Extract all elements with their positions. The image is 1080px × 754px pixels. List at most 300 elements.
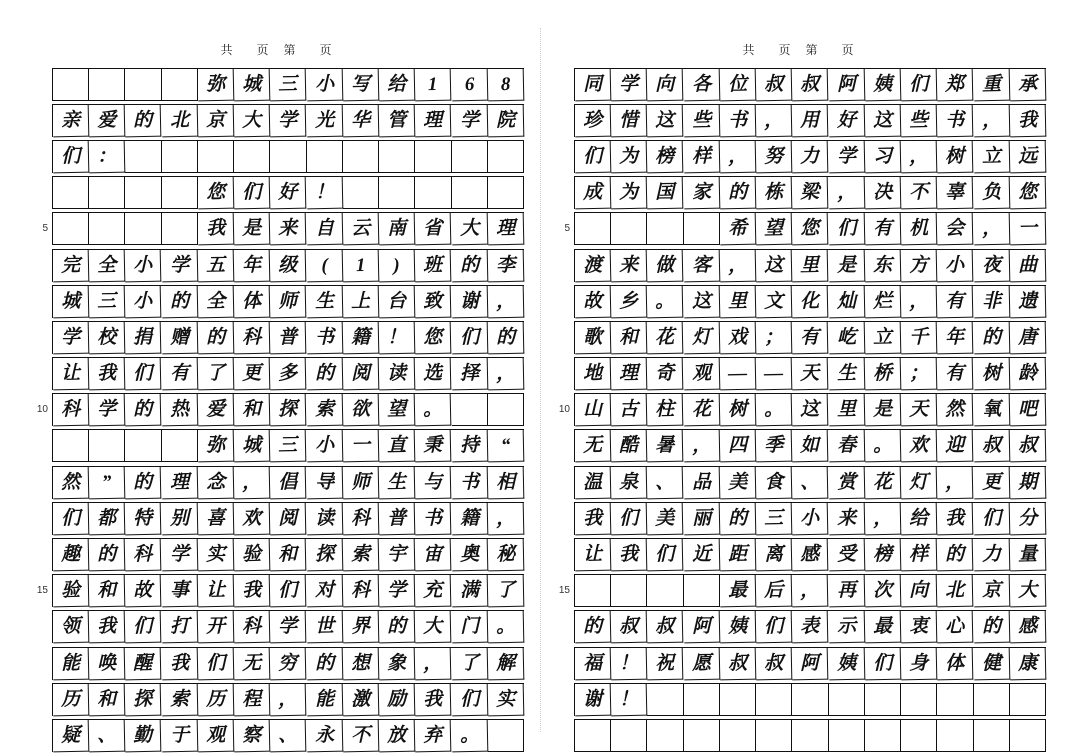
grid-cell: 感 xyxy=(792,539,829,572)
grid-cell: 歌 xyxy=(575,322,612,355)
grid-cell: 叔 xyxy=(611,611,648,644)
row-cells xyxy=(52,212,524,245)
grid-cell xyxy=(162,213,198,245)
grid-cell xyxy=(234,141,270,173)
grid-cell xyxy=(89,430,125,462)
grid-cell: 放 xyxy=(379,720,416,753)
grid-cell: 城 xyxy=(53,285,90,318)
grid-cell xyxy=(611,575,647,607)
grid-cell: 醒 xyxy=(125,647,162,680)
grid-cell xyxy=(575,213,611,245)
grid-cell: 事 xyxy=(161,575,198,608)
grid-cell: 叔 xyxy=(1009,430,1046,463)
grid-row xyxy=(34,500,524,536)
grid-cell: 遗 xyxy=(1009,285,1046,318)
grid-row xyxy=(34,175,524,211)
grid-cell: 有 xyxy=(792,322,829,355)
grid-cell: 疑 xyxy=(53,720,90,753)
grid-cell: 的 xyxy=(89,539,126,572)
grid-cell: 衷 xyxy=(901,611,938,644)
grid-cell: 学 xyxy=(53,322,90,355)
grid-cell: 北 xyxy=(937,575,974,608)
row-number xyxy=(556,609,574,645)
grid-cell xyxy=(415,177,451,209)
grid-cell: 文 xyxy=(756,285,793,318)
grid-cell: 唤 xyxy=(89,647,126,680)
grid-cell xyxy=(974,684,1010,716)
grid-cell: 校 xyxy=(89,322,126,355)
grid-cell xyxy=(89,177,125,209)
grid-cell: 导 xyxy=(306,466,343,499)
grid-cell: 故 xyxy=(575,285,612,318)
grid-cell xyxy=(488,177,524,209)
grid-cell: 生 xyxy=(379,466,416,499)
grid-cell xyxy=(901,684,937,716)
grid-cell: 栋 xyxy=(756,177,793,210)
grid-cell: ！ xyxy=(306,177,343,210)
row-number: 10 xyxy=(36,403,48,415)
grid-cell: 的 xyxy=(973,611,1010,644)
grid-cell: “ xyxy=(487,430,524,463)
grid-cell xyxy=(901,720,937,752)
grid-row xyxy=(34,717,524,753)
row-number xyxy=(34,645,52,681)
grid-cell xyxy=(974,720,1010,752)
grid-cell: 力 xyxy=(973,539,1010,572)
grid-cell: 姨 xyxy=(720,611,757,644)
grid-cell: 给 xyxy=(379,68,416,101)
grid-cell: 生 xyxy=(828,358,865,391)
grid-cell: 1 xyxy=(343,249,380,282)
grid-cell: 屹 xyxy=(828,322,865,355)
grid-cell: 向 xyxy=(901,575,938,608)
grid-cell: 无 xyxy=(575,430,612,463)
grid-cell: 小 xyxy=(792,502,829,535)
grid-row xyxy=(34,319,524,355)
grid-cell: 念 xyxy=(198,466,235,499)
grid-cell: 不 xyxy=(901,177,938,210)
grid-cell: 的 xyxy=(125,466,162,499)
grid-cell: 8 xyxy=(487,68,524,101)
grid-cell: 弥 xyxy=(198,430,235,463)
grid-cell: 充 xyxy=(415,575,452,608)
row-number xyxy=(34,175,52,211)
row-number: 5 xyxy=(42,222,48,234)
grid-cell: 让 xyxy=(575,539,612,572)
grid-cell: 欢 xyxy=(234,502,271,535)
grid-cell: ！ xyxy=(379,322,416,355)
grid-cell: 们 xyxy=(234,177,271,210)
grid-cell: 如 xyxy=(792,430,829,463)
row-cells xyxy=(574,285,1046,318)
grid-cell: 来 xyxy=(611,249,648,282)
grid-cell: 想 xyxy=(343,647,380,680)
grid-cell xyxy=(53,430,89,462)
row-cells xyxy=(52,176,524,209)
grid-cell: 的 xyxy=(306,358,343,391)
grid-cell: 样 xyxy=(683,141,720,174)
grid-cell xyxy=(125,177,161,209)
row-cells xyxy=(52,357,524,390)
row-number xyxy=(34,102,52,138)
grid-cell: 察 xyxy=(234,720,271,753)
grid-cell: 省 xyxy=(415,213,452,246)
grid-cell: ， xyxy=(901,141,938,174)
grid-cell: 我 xyxy=(198,213,235,246)
grid-row xyxy=(34,211,524,247)
grid-cell: ， xyxy=(973,213,1010,246)
grid-cell: 学 xyxy=(270,104,307,137)
row-number: 15 xyxy=(36,584,48,596)
row-number xyxy=(34,319,52,355)
grid-cell: 古 xyxy=(611,394,648,427)
grid-cell: 再 xyxy=(828,575,865,608)
grid-cell xyxy=(89,213,125,245)
grid-cell: 科 xyxy=(234,322,271,355)
grid-cell: 奥 xyxy=(451,539,488,572)
grid-cell: 书 xyxy=(720,104,757,137)
row-cells xyxy=(574,68,1046,101)
grid-cell: 学 xyxy=(89,394,126,427)
row-cells xyxy=(574,212,1046,245)
grid-cell: 科 xyxy=(343,502,380,535)
grid-cell: ， xyxy=(720,249,757,282)
row-number xyxy=(556,645,574,681)
grid-cell: 观 xyxy=(683,358,720,391)
grid-row xyxy=(34,138,524,174)
grid-cell: 位 xyxy=(720,68,757,101)
grid-cell: 叔 xyxy=(756,647,793,680)
grid-cell: 温 xyxy=(575,466,612,499)
grid-cell: 是 xyxy=(865,394,902,427)
grid-cell: 自 xyxy=(306,213,343,246)
row-number xyxy=(34,717,52,753)
grid-cell: 习 xyxy=(865,141,902,174)
grid-cell: 我 xyxy=(89,358,126,391)
row-number xyxy=(556,428,574,464)
row-cells xyxy=(52,574,524,607)
grid-cell: ； xyxy=(901,358,938,391)
grid-cell: 的 xyxy=(451,249,488,282)
grid-cell: 籍 xyxy=(451,502,488,535)
grid-cell: ， xyxy=(973,104,1010,137)
grid-cell: 泉 xyxy=(611,466,648,499)
grid-cell: 班 xyxy=(415,249,452,282)
grid-cell: 热 xyxy=(161,394,198,427)
grid-cell: 珍 xyxy=(575,104,612,137)
row-cells xyxy=(574,429,1046,462)
grid-cell xyxy=(829,720,865,752)
grid-row xyxy=(34,392,524,428)
grid-cell: 励 xyxy=(379,683,416,716)
grid-cell: ， xyxy=(234,466,271,499)
grid-cell: 您 xyxy=(1009,177,1046,210)
grid-cell: 分 xyxy=(1009,502,1046,535)
row-number xyxy=(556,464,574,500)
row-number xyxy=(34,356,52,392)
grid-cell: 持 xyxy=(451,430,488,463)
grid-cell: 师 xyxy=(343,466,380,499)
grid-cell: 、 xyxy=(89,720,126,753)
grid-cell: 山 xyxy=(575,394,612,427)
grid-row xyxy=(34,66,524,102)
row-cells xyxy=(52,285,524,318)
grid-cell: 谢 xyxy=(575,683,612,716)
grid-cell: 然 xyxy=(937,394,974,427)
grid-cell: 满 xyxy=(451,575,488,608)
grid-cell xyxy=(647,720,683,752)
grid-cell: — xyxy=(756,358,793,391)
grid-cell: 学 xyxy=(451,104,488,137)
grid-row xyxy=(556,681,1046,717)
grid-cell: 。 xyxy=(415,394,452,427)
grid-cell: 学 xyxy=(379,575,416,608)
grid-cell: 梁 xyxy=(792,177,829,210)
grid-cell: 上 xyxy=(343,285,380,318)
grid-cell: 的 xyxy=(125,104,162,137)
row-number xyxy=(556,283,574,319)
grid-cell: 灯 xyxy=(901,466,938,499)
row-cells xyxy=(574,140,1046,173)
row-cells xyxy=(574,502,1046,535)
grid-cell: 亲 xyxy=(53,104,90,137)
grid-cell: 科 xyxy=(125,539,162,572)
grid-cell: 最 xyxy=(865,611,902,644)
grid-cell: 远 xyxy=(1009,141,1046,174)
grid-cell: 全 xyxy=(89,249,126,282)
grid-cell xyxy=(1010,720,1046,752)
grid-cell: 捐 xyxy=(125,322,162,355)
grid-cell: 我 xyxy=(161,647,198,680)
grid-cell: 丽 xyxy=(683,502,720,535)
grid-cell: ， xyxy=(487,502,524,535)
grid-cell: 为 xyxy=(611,141,648,174)
grid-cell: ， xyxy=(792,575,829,608)
grid-row xyxy=(34,536,524,572)
grid-cell: 云 xyxy=(343,213,380,246)
grid-cell: 了 xyxy=(451,647,488,680)
row-cells xyxy=(52,502,524,535)
grid-cell xyxy=(415,141,451,173)
grid-cell: 相 xyxy=(487,466,524,499)
grid-cell: 的 xyxy=(161,285,198,318)
grid-cell: 量 xyxy=(1009,539,1046,572)
grid-cell: 学 xyxy=(161,539,198,572)
grid-cell: 书 xyxy=(451,466,488,499)
grid-cell: 们 xyxy=(53,141,90,174)
grid-cell: 光 xyxy=(306,104,343,137)
row-number xyxy=(34,609,52,645)
grid-cell: 为 xyxy=(611,177,648,210)
grid-row xyxy=(34,681,524,717)
grid-cell: 大 xyxy=(415,611,452,644)
grid-cell: 身 xyxy=(901,647,938,680)
grid-cell: 书 xyxy=(306,322,343,355)
grid-cell: 们 xyxy=(270,575,307,608)
grid-cell: 氧 xyxy=(973,394,1010,427)
grid-cell: 重 xyxy=(973,68,1010,101)
grid-cell: 的 xyxy=(379,611,416,644)
grid-cell: 会 xyxy=(937,213,974,246)
grid-cell: 能 xyxy=(306,683,343,716)
grid-cell: 、 xyxy=(647,466,684,499)
grid-cell: 五 xyxy=(198,249,235,282)
grid-cell: 小 xyxy=(125,249,162,282)
grid-cell: 理 xyxy=(487,213,524,246)
grid-cell xyxy=(162,141,198,173)
grid-cell: 曲 xyxy=(1009,249,1046,282)
grid-cell: 力 xyxy=(792,141,829,174)
grid-cell: 这 xyxy=(756,249,793,282)
row-cells xyxy=(52,610,524,643)
grid-cell: 科 xyxy=(53,394,90,427)
grid-cell: 年 xyxy=(937,322,974,355)
grid-cell: 榜 xyxy=(647,141,684,174)
grid-cell: 师 xyxy=(270,285,307,318)
grid-row xyxy=(34,428,524,464)
row-cells xyxy=(574,321,1046,354)
grid-cell: — xyxy=(720,358,757,391)
grid-cell: 们 xyxy=(451,322,488,355)
grid-cell: 我 xyxy=(937,502,974,535)
grid-cell xyxy=(125,213,161,245)
grid-cell: 的 xyxy=(973,322,1010,355)
row-number xyxy=(34,428,52,464)
row-cells xyxy=(574,610,1046,643)
grid-cell: 了 xyxy=(198,358,235,391)
grid-cell: 学 xyxy=(270,611,307,644)
grid-cell: 望 xyxy=(756,213,793,246)
grid-cell xyxy=(162,69,198,101)
grid-cell: 这 xyxy=(865,104,902,137)
grid-cell: 非 xyxy=(973,285,1010,318)
grid-cell: 天 xyxy=(792,358,829,391)
grid-cell: 的 xyxy=(487,322,524,355)
grid-cell: 的 xyxy=(575,611,612,644)
grid-row xyxy=(556,645,1046,681)
grid-cell: 特 xyxy=(125,502,162,535)
grid-cell: 姨 xyxy=(865,68,902,101)
grid-row xyxy=(556,717,1046,753)
grid-cell: 们 xyxy=(451,683,488,716)
grid-cell: 宇 xyxy=(379,539,416,572)
grid-cell: 科 xyxy=(234,611,271,644)
row-number xyxy=(556,66,574,102)
grid-cell: 南 xyxy=(379,213,416,246)
grid-cell: 世 xyxy=(306,611,343,644)
grid-cell: 康 xyxy=(1009,647,1046,680)
row-cells xyxy=(574,719,1046,752)
grid-row xyxy=(34,464,524,500)
grid-cell: 惜 xyxy=(611,104,648,137)
grid-row xyxy=(556,138,1046,174)
grid-cell: 程 xyxy=(234,683,271,716)
grid-cell: ， xyxy=(937,466,974,499)
grid-cell: 立 xyxy=(865,322,902,355)
grid-cell: 阅 xyxy=(343,358,380,391)
grid-row xyxy=(556,464,1046,500)
grid-cell xyxy=(575,575,611,607)
grid-cell: 探 xyxy=(125,683,162,716)
grid-cell xyxy=(452,177,488,209)
grid-cell xyxy=(125,69,161,101)
grid-cell: 春 xyxy=(828,430,865,463)
grid-cell: 努 xyxy=(756,141,793,174)
grid-cell: 解 xyxy=(487,647,524,680)
grid-cell: 弥 xyxy=(198,68,235,101)
grid-cell: 秉 xyxy=(415,430,452,463)
grid-cell: 郑 xyxy=(937,68,974,101)
grid-cell: 择 xyxy=(451,358,488,391)
grid-cell: 奇 xyxy=(647,358,684,391)
grid-cell: 美 xyxy=(647,502,684,535)
grid-cell: 我 xyxy=(1009,104,1046,137)
row-number xyxy=(34,464,52,500)
grid-cell: 大 xyxy=(1009,575,1046,608)
grid-cell: 京 xyxy=(973,575,1010,608)
row-number xyxy=(556,500,574,536)
grid-cell: 们 xyxy=(53,502,90,535)
grid-cell: 四 xyxy=(720,430,757,463)
grid-cell: 渡 xyxy=(575,249,612,282)
grid-cell: 和 xyxy=(270,539,307,572)
grid-cell: ， xyxy=(756,104,793,137)
grid-cell: 勤 xyxy=(125,720,162,753)
grid-cell: 台 xyxy=(379,285,416,318)
grid-cell: 烂 xyxy=(865,285,902,318)
grid-cell: 谢 xyxy=(451,285,488,318)
grid-cell: 给 xyxy=(901,502,938,535)
grid-cell: 向 xyxy=(647,68,684,101)
grid-cell: 愿 xyxy=(683,647,720,680)
row-number xyxy=(34,536,52,572)
row-number: 10 xyxy=(558,403,570,415)
grid-cell: 、 xyxy=(270,720,307,753)
grid-cell: 和 xyxy=(89,575,126,608)
grid-cell: ， xyxy=(828,177,865,210)
grid-cell: 花 xyxy=(647,322,684,355)
grid-cell: 管 xyxy=(379,104,416,137)
grid-cell: 多 xyxy=(270,358,307,391)
grid-cell: 让 xyxy=(198,575,235,608)
grid-cell: 读 xyxy=(306,502,343,535)
grid-cell: 小 xyxy=(306,430,343,463)
grid-cell: 写 xyxy=(343,68,380,101)
grid-cell: ( xyxy=(306,249,343,282)
grid-cell: 书 xyxy=(937,104,974,137)
grid-cell: 您 xyxy=(792,213,829,246)
row-cells xyxy=(52,68,524,101)
grid-row xyxy=(34,283,524,319)
grid-cell: 示 xyxy=(828,611,865,644)
grid-cell: 们 xyxy=(973,502,1010,535)
grid-cell: 们 xyxy=(575,141,612,174)
row-cells xyxy=(52,429,524,462)
grid-cell: 暑 xyxy=(647,430,684,463)
grid-cell: 选 xyxy=(415,358,452,391)
grid-cell: 一 xyxy=(343,430,380,463)
grid-cell: 次 xyxy=(865,575,902,608)
grid-cell: 们 xyxy=(611,502,648,535)
row-cells xyxy=(52,466,524,499)
grid-cell: 树 xyxy=(720,394,757,427)
grid-row xyxy=(34,645,524,681)
grid-cell: 阿 xyxy=(683,611,720,644)
grid-cell: 距 xyxy=(720,539,757,572)
grid-cell xyxy=(792,684,828,716)
grid-cell: 籍 xyxy=(343,322,380,355)
grid-cell: 永 xyxy=(306,720,343,753)
